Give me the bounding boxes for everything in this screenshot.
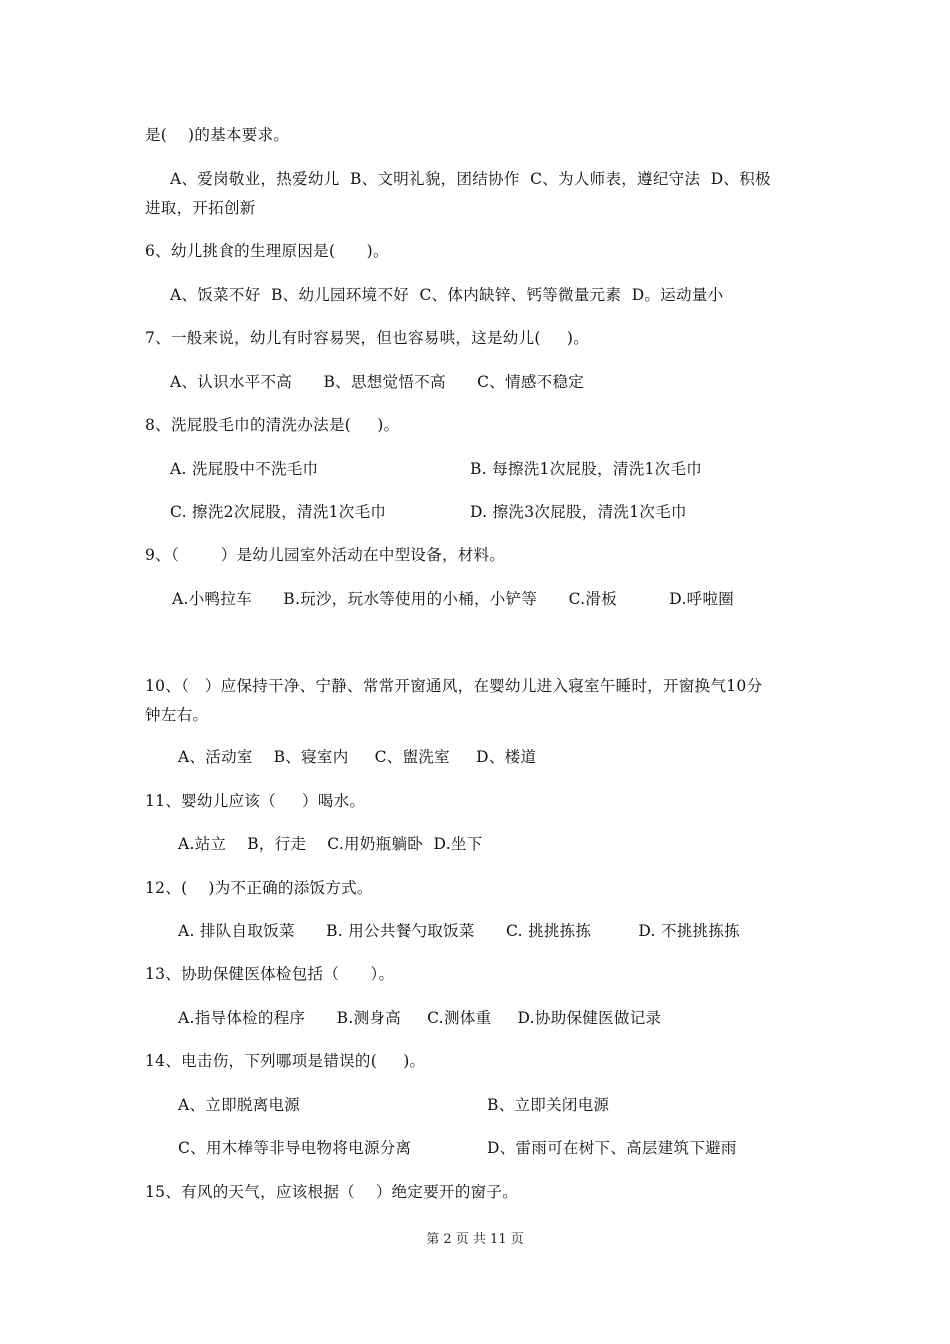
question-6: 6、幼儿挑食的生理原因是( )。 — [145, 242, 389, 260]
question-5-options-cont: 进取，开拓创新 — [145, 199, 256, 217]
question-10-cont: 钟左右。 — [145, 706, 209, 724]
question-7: 7、一般来说，幼儿有时容易哭，但也容易哄，这是幼儿( )。 — [145, 329, 589, 347]
question-6-options: A、饭菜不好 B、幼儿园环境不好 C、体内缺锌、钙等微量元素 D。运动量小 — [170, 286, 724, 304]
question-5-tail: 是( )的基本要求。 — [145, 126, 290, 144]
page-footer: 第 2 页 共 11 页 — [426, 1232, 524, 1247]
question-12: 12、( )为不正确的添饭方式。 — [145, 879, 373, 897]
question-13: 13、协助保健医体检包括（ ）。 — [145, 965, 395, 983]
question-14-option-a: A、立即脱离电源 — [178, 1096, 301, 1114]
question-8-option-b: B. 每擦洗1次屁股，清洗1次毛巾 — [470, 460, 703, 478]
question-10: 10、（ ）应保持干净、宁静、常常开窗通风，在婴幼儿进入寝室午睡时，开窗换气10分 — [145, 677, 763, 695]
question-14-option-d: D、雷雨可在树下、高层建筑下避雨 — [487, 1139, 737, 1157]
question-13-options: A.指导体检的程序 B.测身高 C.测体重 D.协助保健医做记录 — [178, 1009, 662, 1027]
question-14-option-c: C、用木棒等非导电物将电源分离 — [178, 1139, 412, 1157]
question-8: 8、洗屁股毛巾的清洗办法是( )。 — [145, 416, 400, 434]
question-9: 9、（ ）是幼儿园室外活动在中型设备，材料。 — [145, 546, 506, 564]
question-14-option-b: B、立即关闭电源 — [487, 1096, 610, 1114]
question-11: 11、婴幼儿应该（ ）喝水。 — [145, 792, 366, 810]
question-15: 15、有风的天气，应该根据（ ）绝定要开的窗子。 — [145, 1183, 519, 1201]
question-8-option-a: A. 洗屁股中不洗毛巾 — [170, 460, 319, 478]
question-8-option-d: D. 擦洗3次屁股，清洗1次毛巾 — [470, 503, 687, 521]
question-9-options: A.小鸭拉车 B.玩沙，玩水等使用的小桶，小铲等 C.滑板 D.呼啦圈 — [172, 590, 735, 608]
question-5-options: A、爱岗敬业，热爱幼儿 B、文明礼貌，团结协作 C、为人师表，遵纪守法 D、积极 — [170, 170, 771, 188]
question-7-options: A、认识水平不高 B、思想觉悟不高 C、情感不稳定 — [170, 373, 585, 391]
question-10-options: A、活动室 B、寝室内 C、盥洗室 D、楼道 — [178, 748, 537, 766]
question-8-option-c: C. 擦洗2次屁股，清洗1次毛巾 — [170, 503, 387, 521]
question-11-options: A.站立 B，行走 C.用奶瓶躺卧 D.坐下 — [178, 835, 483, 853]
question-14: 14、电击伤，下列哪项是错误的( )。 — [145, 1052, 426, 1070]
question-12-options: A. 排队自取饭菜 B. 用公共餐勺取饭菜 C. 挑挑拣拣 D. 不挑挑拣拣 — [178, 922, 740, 940]
